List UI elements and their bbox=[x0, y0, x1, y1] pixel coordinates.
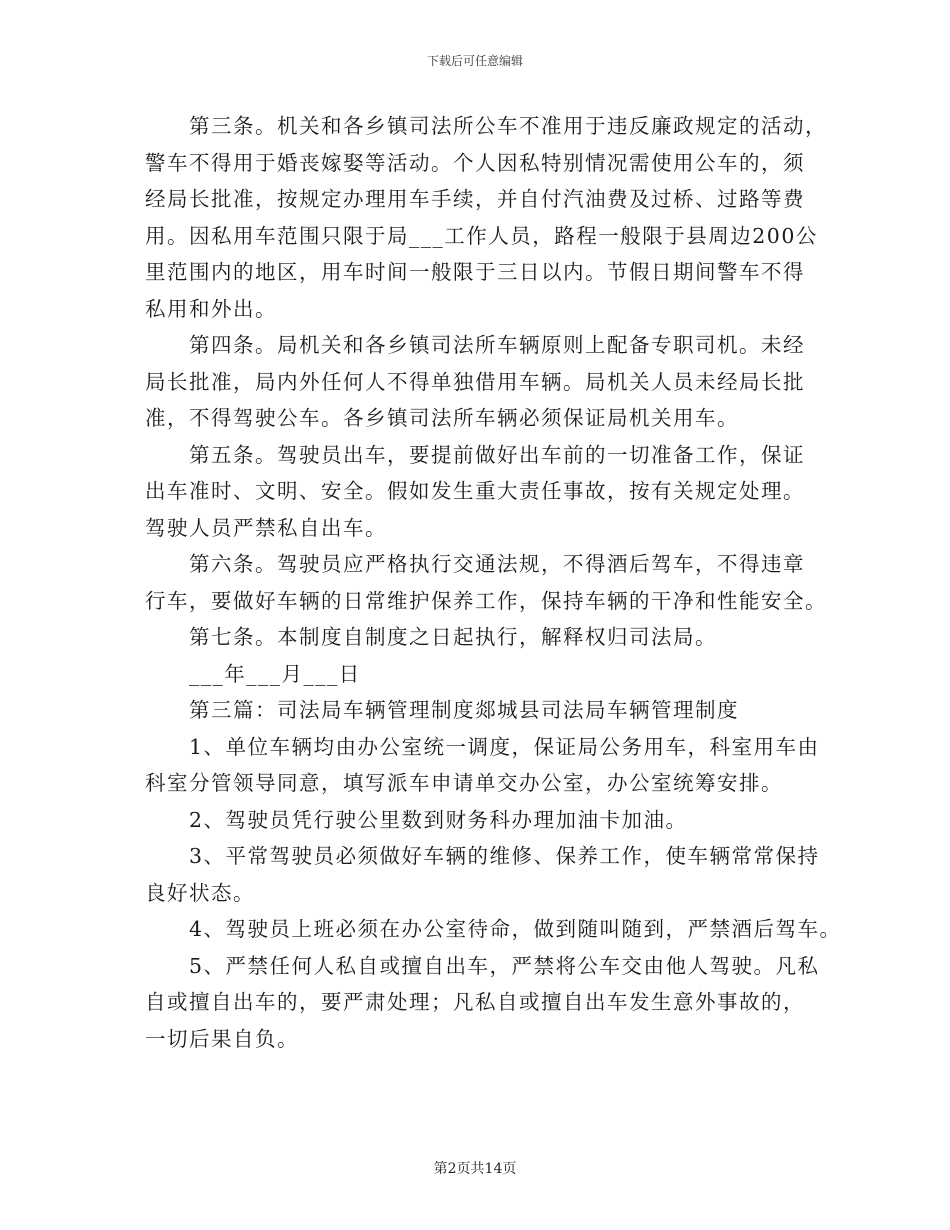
document-line: 出车准时、文明、安全。假如发生重大责任事故，按有关规定处理。 bbox=[145, 479, 805, 503]
document-line: 行车，要做好车辆的日常维护保养工作，保持车辆的干净和性能安全。 bbox=[145, 588, 827, 613]
document-line: 自或擅自出车的，要严肃处理；凡私自或擅自出车发生意外事故的， bbox=[145, 990, 805, 1014]
document-line: 用。因私用车范围只限于局___工作人员，路程一般限于县周边200公 bbox=[145, 223, 818, 248]
document-line: 2、驾驶员凭行驶公里数到财务科办理加油卡加油。 bbox=[189, 807, 688, 832]
document-line: 第四条。局机关和各乡镇司法所车辆原则上配备专职司机。未经 bbox=[189, 333, 805, 357]
document-line: 5、严禁任何人私自或擅自出车，严禁将公车交由他人驾驶。凡私 bbox=[189, 953, 820, 978]
document-line: 第五条。驾驶员出车，要提前做好出车前的一切准备工作，保证 bbox=[189, 442, 805, 467]
document-line: 里范围内的地区，用车时间一般限于三日以内。节假日期间警车不得 bbox=[145, 260, 805, 284]
document-line: 4、驾驶员上班必须在办公室待命，做到随叫随到，严禁酒后驾车。 bbox=[189, 917, 842, 941]
document-line: 科室分管领导同意，填写派车申请单交办公室，办公室统筹安排。 bbox=[145, 771, 783, 795]
document-line: 警车不得用于婚丧嫁娶等活动。个人因私特别情况需使用公车的，须 bbox=[145, 150, 805, 175]
document-line: 第七条。本制度自制度之日起执行，解释权归司法局。 bbox=[189, 625, 717, 649]
document-line: 准，不得驾驶公车。各乡镇司法所车辆必须保证局机关用车。 bbox=[145, 406, 739, 430]
document-line: 局长批准，局内外任何人不得单独借用车辆。局机关人员未经局长批 bbox=[145, 369, 805, 394]
document-line: 私用和外出。 bbox=[145, 296, 277, 321]
document-line: 良好状态。 bbox=[145, 880, 255, 905]
page-number-footer: 第2页共14页 bbox=[433, 1161, 517, 1177]
document-line: 3、平常驾驶员必须做好车辆的维修、保养工作，使车辆常常保持 bbox=[189, 844, 820, 868]
document-line: 第六条。驾驶员应严格执行交通法规，不得酒后驾车，不得违章 bbox=[189, 552, 805, 576]
document-line: 第三篇：司法局车辆管理制度郯城县司法局车辆管理制度 bbox=[189, 698, 739, 722]
document-line: 经局长批准，按规定办理用车手续，并自付汽油费及过桥、过路等费 bbox=[145, 187, 805, 211]
document-line: 一切后果自负。 bbox=[145, 1026, 299, 1051]
document-line: ___年___月___日 bbox=[189, 661, 361, 686]
document-line: 1、单位车辆均由办公室统一调度，保证局公务用车，科室用车由 bbox=[189, 734, 820, 759]
page-header: 下载后可任意编辑 bbox=[426, 54, 523, 68]
document-line: 驾驶人员严禁私自出车。 bbox=[145, 515, 387, 540]
document-line: 第三条。机关和各乡镇司法所公车不准用于违反廉政规定的活动， bbox=[189, 114, 827, 138]
document-body bbox=[145, 108, 842, 1057]
